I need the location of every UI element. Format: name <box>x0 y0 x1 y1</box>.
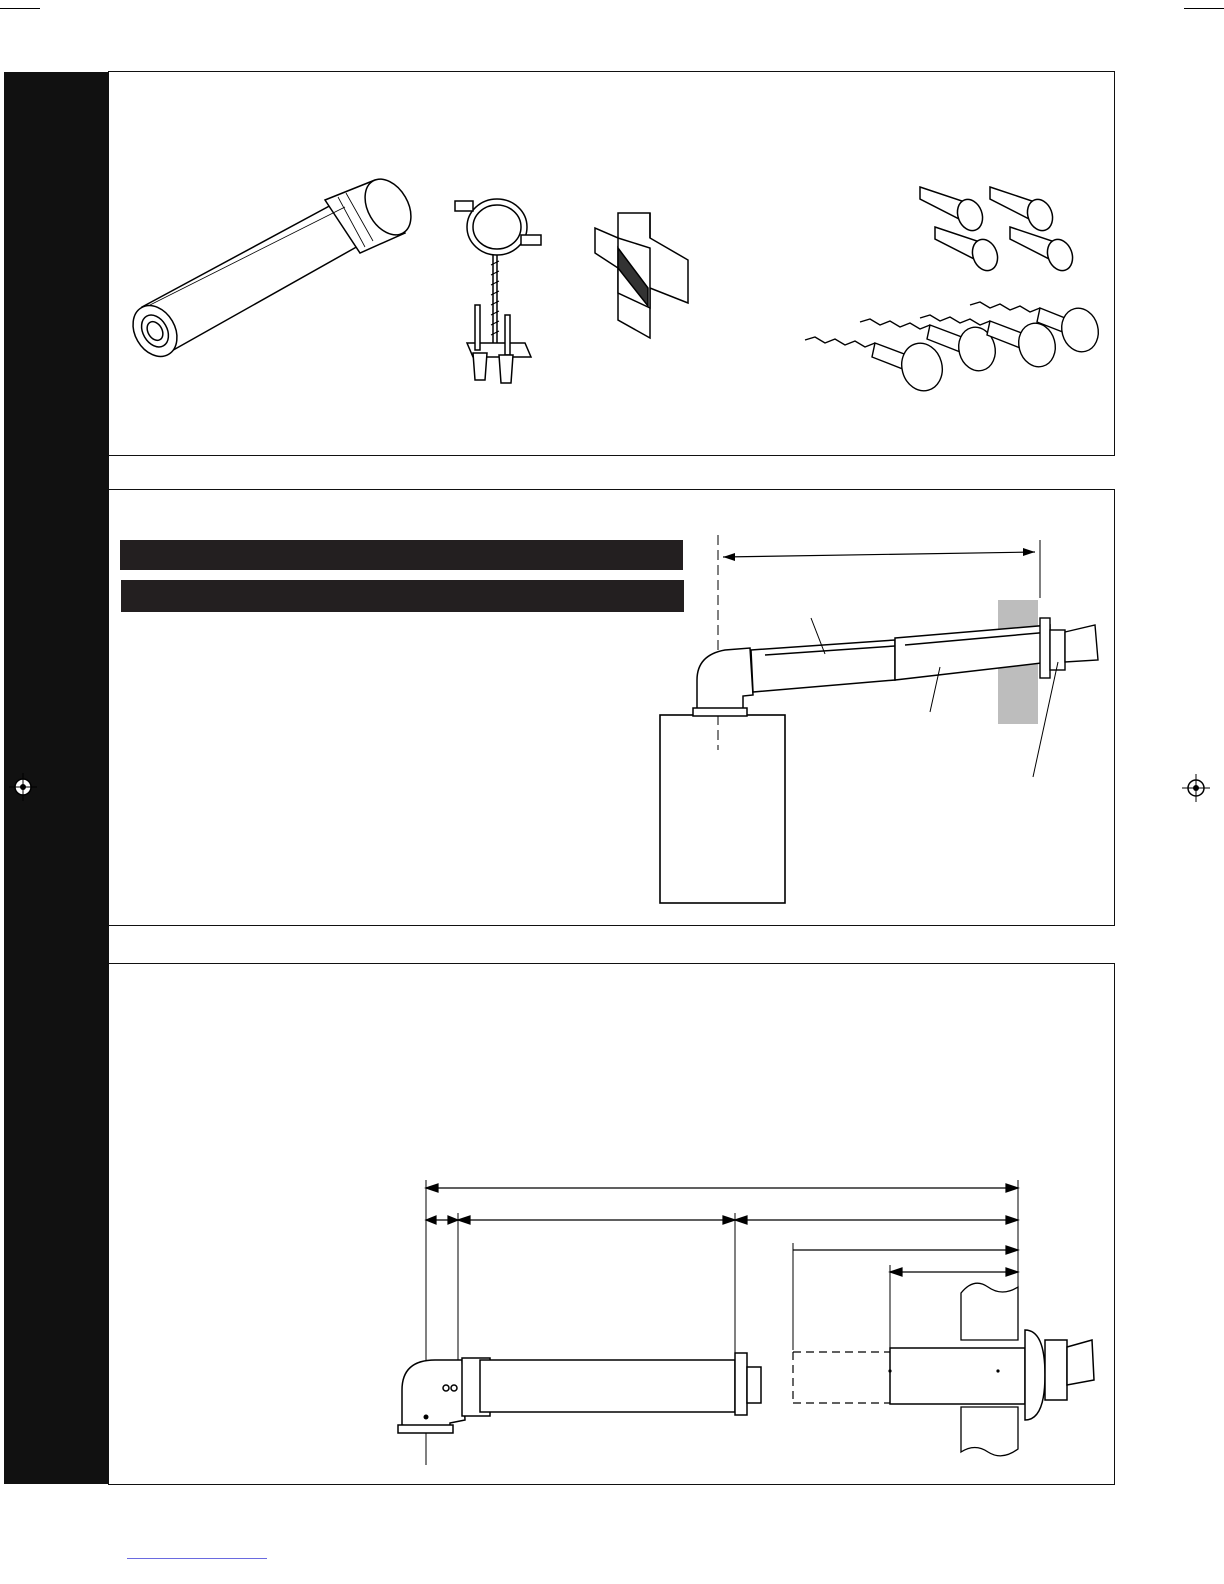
wall-seal-plate-icon <box>590 208 700 343</box>
wall-plug-icon <box>915 172 1085 277</box>
pipe-support-bracket-icon <box>445 195 555 385</box>
flue-extension-pipe <box>462 1353 761 1416</box>
crop-mark-top-right <box>1184 8 1224 9</box>
footer-link-underline[interactable] <box>127 1558 267 1559</box>
cut-section <box>793 1352 890 1403</box>
flue-terminal <box>1040 618 1098 678</box>
boiler-body <box>660 715 785 903</box>
flue-extension-pipe-icon <box>120 185 420 375</box>
registration-crosshair-icon <box>1181 773 1211 803</box>
flue-elbow <box>398 1360 465 1433</box>
fixing-screw-icon <box>800 295 1105 400</box>
flue-measurement-diagram <box>390 1175 1100 1475</box>
crop-mark-top-left <box>0 8 40 9</box>
registration-crosshair-icon <box>8 772 38 802</box>
heading-bar <box>121 580 684 612</box>
boiler-flue-installation-diagram <box>655 530 1105 910</box>
flue-elbow <box>693 648 753 716</box>
heading-bar <box>120 540 683 570</box>
dimension-line <box>723 552 1035 557</box>
